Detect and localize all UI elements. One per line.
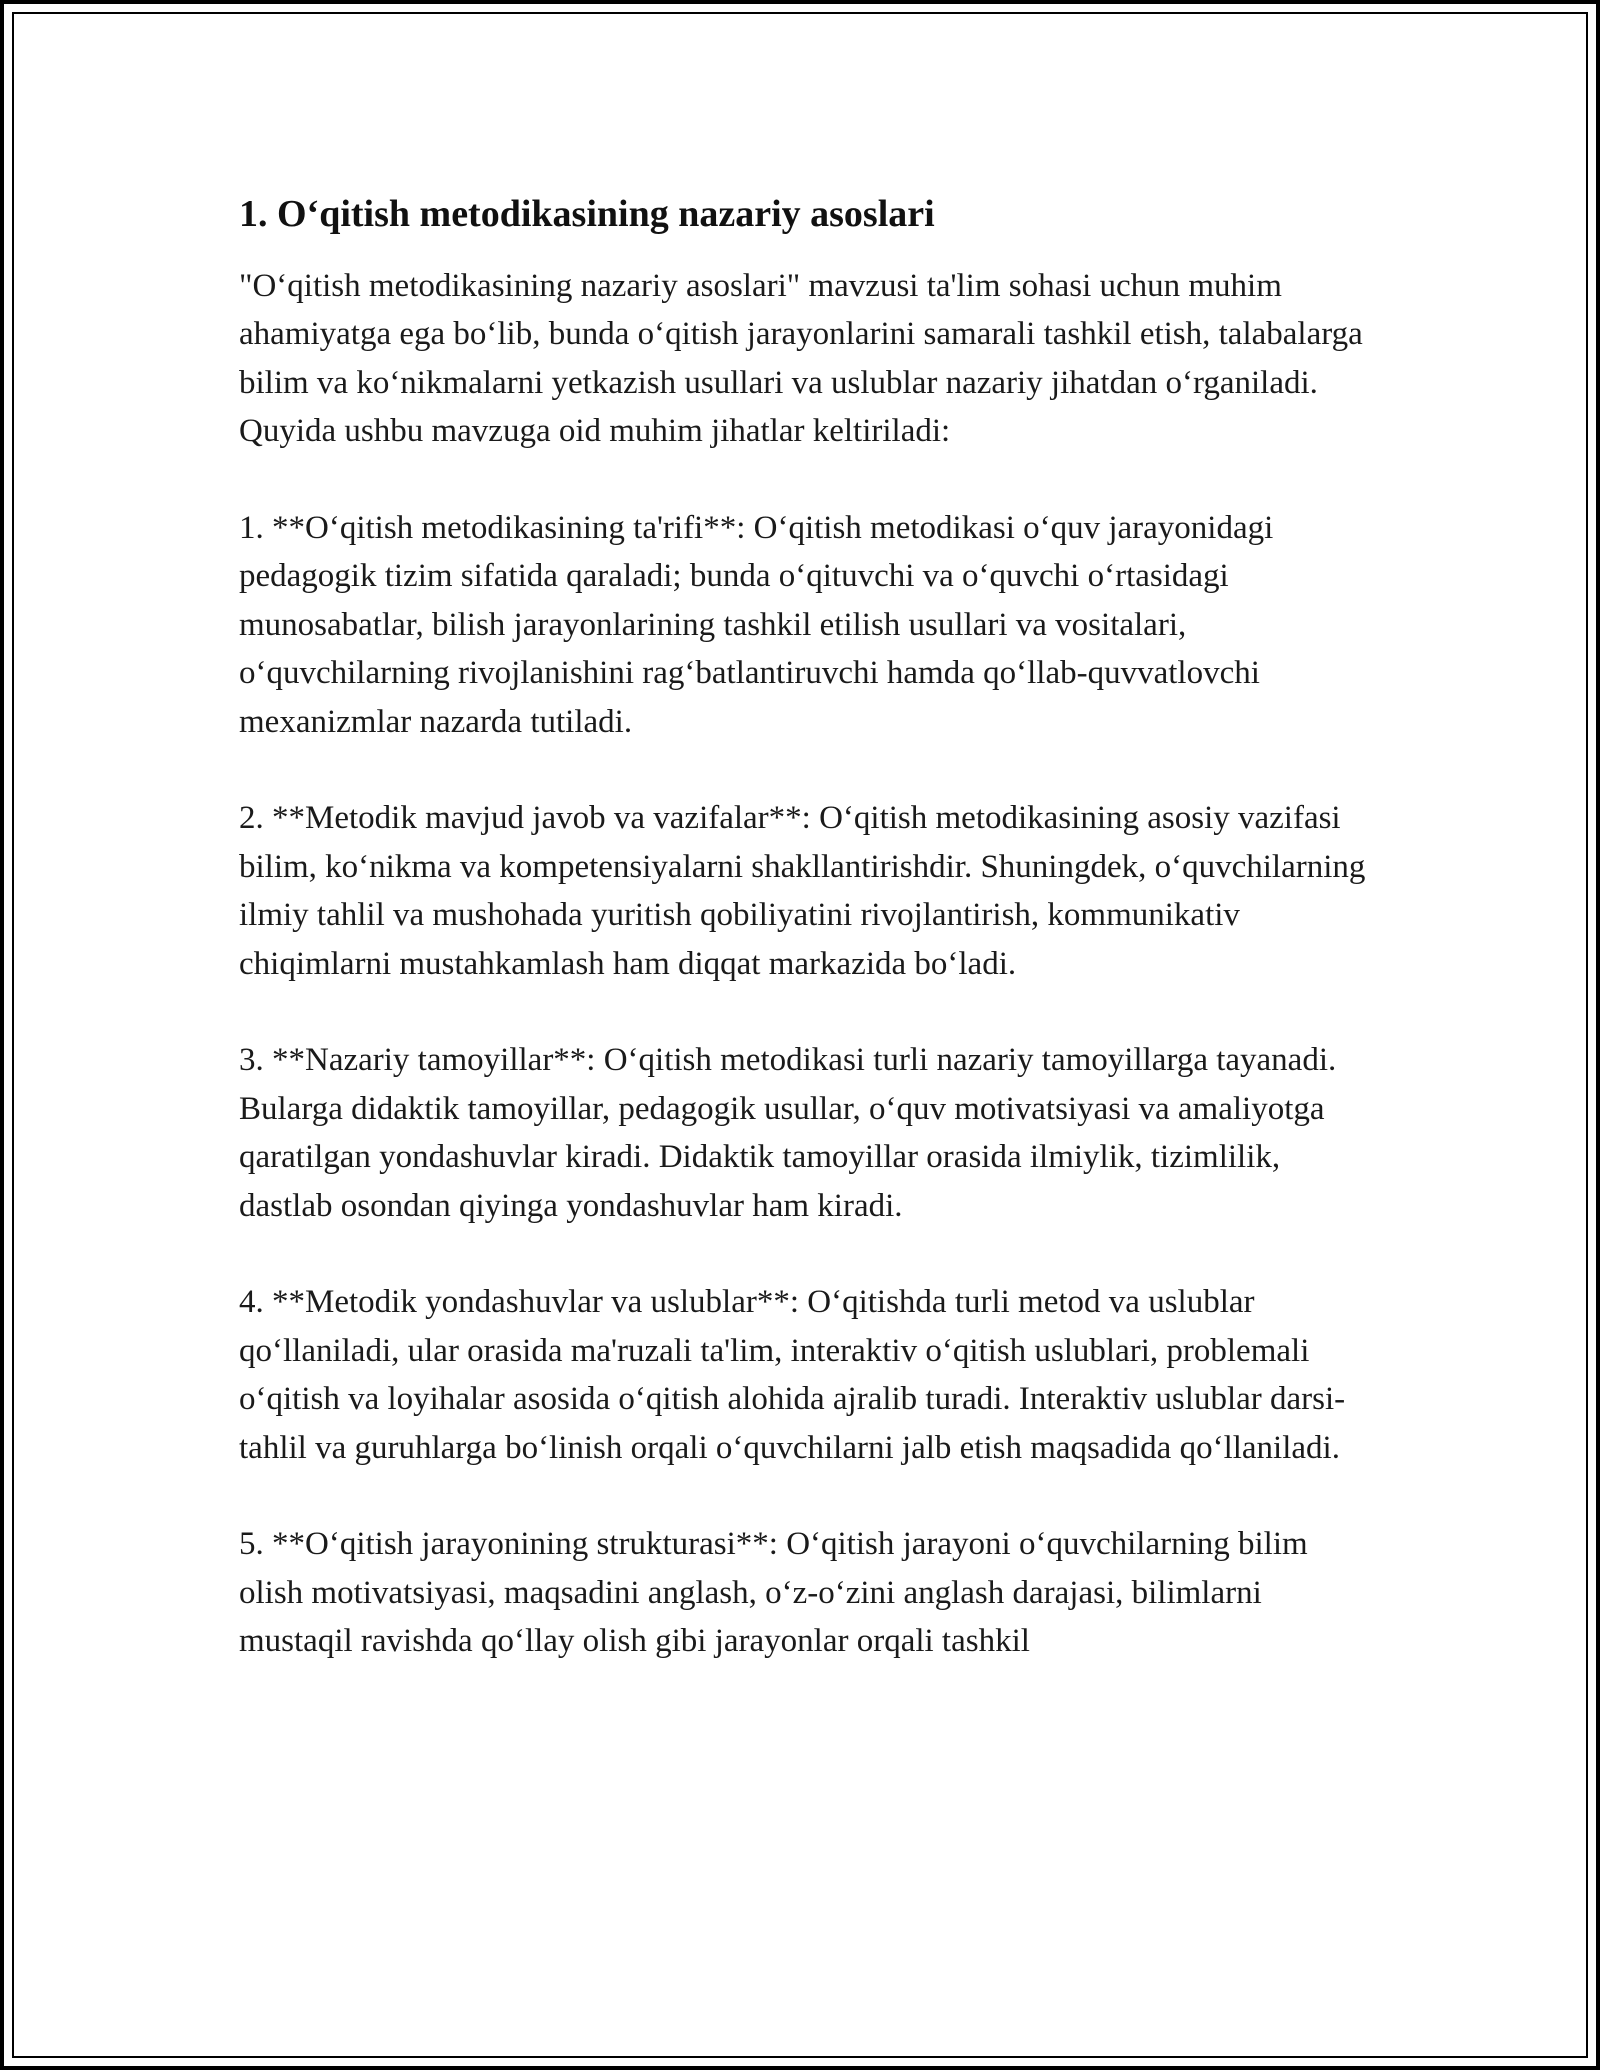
paragraph-item-3: 3. **Nazariy tamoyillar**: Oʻqitish metodikasi turli nazariy tamoyillarga tayanadi. Bularga didaktik tamoyillar, pedagogik usullar, oʻquv motivatsiyasi va amaliyotga qaratilgan yondashuvlar kiradi. Didaktik tamoyillar orasida ilmiylik, tizimlilik, dastlab osondan qiyinga yondashuvlar ham kiradi.	[239, 1042, 1337, 1224]
paragraph-item-4: 4. **Metodik yondashuvlar va uslublar**: Oʻqitishda turli metod va uslublar qoʻllaniladi, ular orasida ma'ruzali ta'lim, interaktiv oʻqitish uslublari, problemali oʻqitish va loyihalar asosida oʻqitish alohida ajralib turadi. Interaktiv uslublar darsi-tahlil va guruhlarga boʻlinish orqali oʻquvchilarni jalb etish maqsadida qoʻllaniladi.	[239, 1284, 1346, 1466]
paragraph-item-2: 2. **Metodik mavjud javob va vazifalar**: Oʻqitish metodikasining asosiy vazifasi bilim, koʻnikma va kompetensiyalarni shakllantirishdir. Shuningdek, oʻquvchilarning ilmiy tahlil va mushohada yuritish qobiliyatini rivojlantirish, kommunikativ chiqimlarni mustahkamlash ham diqqat markazida boʻladi.	[239, 800, 1366, 982]
page-title: 1. Oʻqitish metodikasining nazariy asoslari	[239, 193, 935, 235]
intro-paragraph: "Oʻqitish metodikasining nazariy asoslari" mavzusi ta'lim sohasi uchun muhim ahamiyatga ega boʻlib, bunda oʻqitish jarayonlarini samarali tashkil etish, talabalarga bilim va koʻnikmalarni yetkazish usullari va uslublar nazariy jihatdan oʻrganiladi. Quyida ushbu mavzuga oid muhim jihatlar keltiriladi:	[239, 268, 1363, 450]
paragraph-item-1: 1. **Oʻqitish metodikasining ta'rifi**: Oʻqitish metodikasi oʻquv jarayonidagi pedagogik tizim sifatida qaraladi; bunda oʻqituvchi va oʻquvchi oʻrtasidagi munosabatlar, bilish jarayonlarining tashkil etilish usullari va vositalari, oʻquvchilarning rivojlanishini ragʻbatlantiruvchi hamda qoʻllab-quvvatlovchi mexanizmlar nazarda tutiladi.	[239, 510, 1274, 740]
document-content	[239, 190, 1379, 1714]
paragraph-item-5: 5. **Oʻqitish jarayonining strukturasi**: Oʻqitish jarayoni oʻquvchilarning bilim olish motivatsiyasi, maqsadini anglash, oʻz-oʻzini anglash darajasi, bilimlarni mustaqil ravishda qoʻllay olish gibi jarayonlar orqali tashkil	[239, 1526, 1308, 1660]
